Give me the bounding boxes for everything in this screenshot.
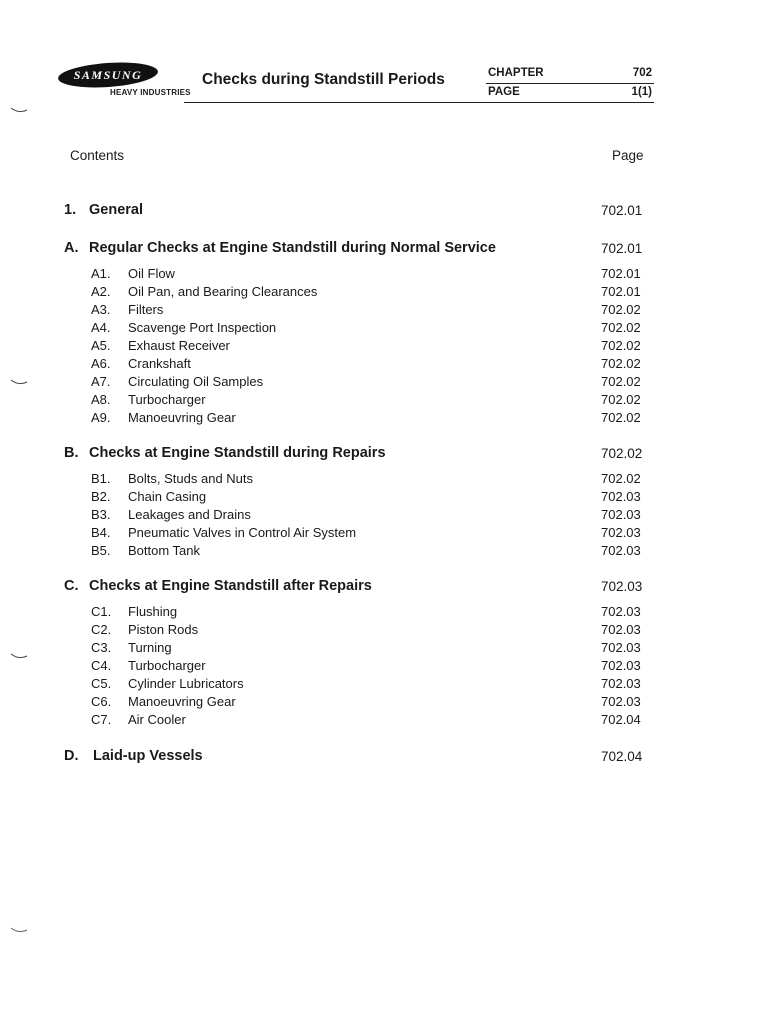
item-number: B4.	[91, 525, 111, 540]
scan-mark-icon	[10, 378, 28, 386]
toc-section-c[interactable]	[64, 578, 648, 596]
toc-item-a9[interactable]	[64, 410, 648, 428]
item-title: Air Cooler	[128, 712, 186, 727]
item-title: Bolts, Studs and Nuts	[128, 471, 254, 486]
toc-item-a2[interactable]	[64, 284, 648, 302]
item-number: C2.	[91, 622, 112, 637]
section-page: 702.01	[601, 203, 643, 218]
item-number: A7.	[91, 374, 111, 389]
item-number: C5.	[91, 676, 112, 691]
item-title: Pneumatic Valves in Control Air System	[128, 525, 357, 540]
item-page: 702.03	[601, 604, 641, 619]
item-number: C7.	[91, 712, 112, 727]
item-page: 702.03	[601, 525, 641, 540]
section-number: B.	[64, 445, 79, 461]
section-title: Checks at Engine Standstill after Repairs	[89, 578, 372, 594]
section-page: 702.04	[601, 749, 643, 764]
toc-item-a1[interactable]	[64, 266, 648, 284]
item-page: 702.01	[601, 284, 641, 299]
item-page: 702.03	[601, 676, 641, 691]
meta-divider	[486, 83, 654, 84]
item-number: A5.	[91, 338, 111, 353]
item-title: Flushing	[128, 604, 178, 619]
item-page: 702.02	[601, 338, 641, 353]
page-header	[58, 62, 654, 106]
toc-item-a7[interactable]	[64, 374, 648, 392]
item-number: A2.	[91, 284, 111, 299]
toc-item-c5[interactable]	[64, 676, 648, 694]
item-number: A1.	[91, 266, 111, 281]
item-number: A3.	[91, 302, 111, 317]
section-title: Regular Checks at Engine Standstill during Normal Service	[89, 240, 496, 256]
toc-section-a[interactable]	[64, 240, 648, 258]
logo-subtitle: HEAVY INDUSTRIES	[110, 88, 191, 97]
chapter-value: 702	[632, 67, 652, 79]
item-title: Manoeuvring Gear	[128, 410, 236, 425]
toc-item-b2[interactable]	[64, 489, 648, 507]
logo-wordmark: SAMSUNG	[73, 68, 143, 82]
toc-item-c4[interactable]	[64, 658, 648, 676]
item-title: Circulating Oil Samples	[128, 374, 264, 389]
toc-item-c2[interactable]	[64, 622, 648, 640]
item-page: 702.03	[601, 507, 641, 522]
item-number: B5.	[91, 543, 111, 558]
section-title: Checks at Engine Standstill during Repairs	[89, 445, 386, 461]
item-number: C4.	[91, 658, 112, 673]
scan-mark-icon	[10, 652, 28, 660]
document-title: Checks during Standstill Periods	[202, 71, 445, 88]
section-title: General	[89, 202, 143, 218]
section-page: 702.02	[601, 446, 643, 461]
samsung-logo	[58, 62, 191, 102]
toc-item-a3[interactable]	[64, 302, 648, 320]
item-title: Filters	[128, 302, 164, 317]
chapter-label: CHAPTER	[488, 67, 544, 79]
item-number: A8.	[91, 392, 111, 407]
item-title: Cylinder Lubricators	[128, 676, 244, 691]
item-page: 702.03	[601, 658, 641, 673]
toc-item-b3[interactable]	[64, 507, 648, 525]
toc-item-b4[interactable]	[64, 525, 648, 543]
item-title: Turbocharger	[128, 658, 206, 673]
toc-section-d[interactable]	[64, 748, 648, 766]
item-number: B3.	[91, 507, 111, 522]
scan-mark-icon	[10, 926, 28, 934]
item-title: Oil Flow	[128, 266, 175, 281]
section-page: 702.01	[601, 241, 643, 256]
item-title: Leakages and Drains	[128, 507, 251, 522]
header-rule	[184, 102, 654, 103]
toc-item-c6[interactable]	[64, 694, 648, 712]
item-page: 702.03	[601, 489, 641, 504]
section-title: Laid-up Vessels	[93, 748, 203, 764]
item-page: 702.03	[601, 622, 641, 637]
toc-item-a8[interactable]	[64, 392, 648, 410]
item-number: C1.	[91, 604, 112, 619]
item-page: 702.04	[601, 712, 641, 727]
item-title: Exhaust Receiver	[128, 338, 230, 353]
toc-item-b1[interactable]	[64, 471, 648, 489]
item-page: 702.02	[601, 410, 641, 425]
item-number: C6.	[91, 694, 112, 709]
item-page: 702.03	[601, 640, 641, 655]
contents-heading: Contents	[70, 148, 125, 163]
item-number: A6.	[91, 356, 111, 371]
item-number: C3.	[91, 640, 112, 655]
item-page: 702.02	[601, 302, 641, 317]
item-number: A4.	[91, 320, 111, 335]
item-title: Crankshaft	[128, 356, 191, 371]
item-page: 702.02	[601, 374, 641, 389]
scan-mark-icon	[10, 106, 28, 114]
item-number: B1.	[91, 471, 111, 486]
item-page: 702.02	[601, 392, 641, 407]
section-number: 1.	[64, 202, 77, 218]
section-number: D.	[64, 748, 79, 764]
item-page: 702.03	[601, 694, 641, 709]
toc-item-c3[interactable]	[64, 640, 648, 658]
item-title: Turning	[128, 640, 172, 655]
item-title: Chain Casing	[128, 489, 207, 504]
item-page: 702.03	[601, 543, 641, 558]
toc-item-a4[interactable]	[64, 320, 648, 338]
item-title: Scavenge Port Inspection	[128, 320, 277, 335]
item-title: Bottom Tank	[128, 543, 201, 558]
toc-section-b[interactable]	[64, 445, 648, 463]
item-page: 702.02	[601, 356, 641, 371]
toc-item-c1[interactable]	[64, 604, 648, 622]
item-title: Turbocharger	[128, 392, 206, 407]
section-number: C.	[64, 578, 79, 594]
page-column-heading: Page	[612, 148, 644, 163]
item-title: Piston Rods	[128, 622, 199, 637]
section-number: A.	[64, 240, 79, 256]
toc-item-a6[interactable]	[64, 356, 648, 374]
item-title: Oil Pan, and Bearing Clearances	[128, 284, 318, 299]
toc-section-general[interactable]	[64, 202, 648, 220]
item-page: 702.02	[601, 471, 641, 486]
toc-item-a5[interactable]	[64, 338, 648, 356]
item-page: 702.01	[601, 266, 641, 281]
item-number: B2.	[91, 489, 111, 504]
section-page: 702.03	[601, 579, 643, 594]
item-page: 702.02	[601, 320, 641, 335]
item-number: A9.	[91, 410, 111, 425]
toc-item-b5[interactable]	[64, 543, 648, 561]
page-number-value: 1(1)	[631, 86, 652, 98]
toc-item-c7[interactable]	[64, 712, 648, 730]
page-number-label: PAGE	[488, 86, 520, 98]
item-title: Manoeuvring Gear	[128, 694, 236, 709]
